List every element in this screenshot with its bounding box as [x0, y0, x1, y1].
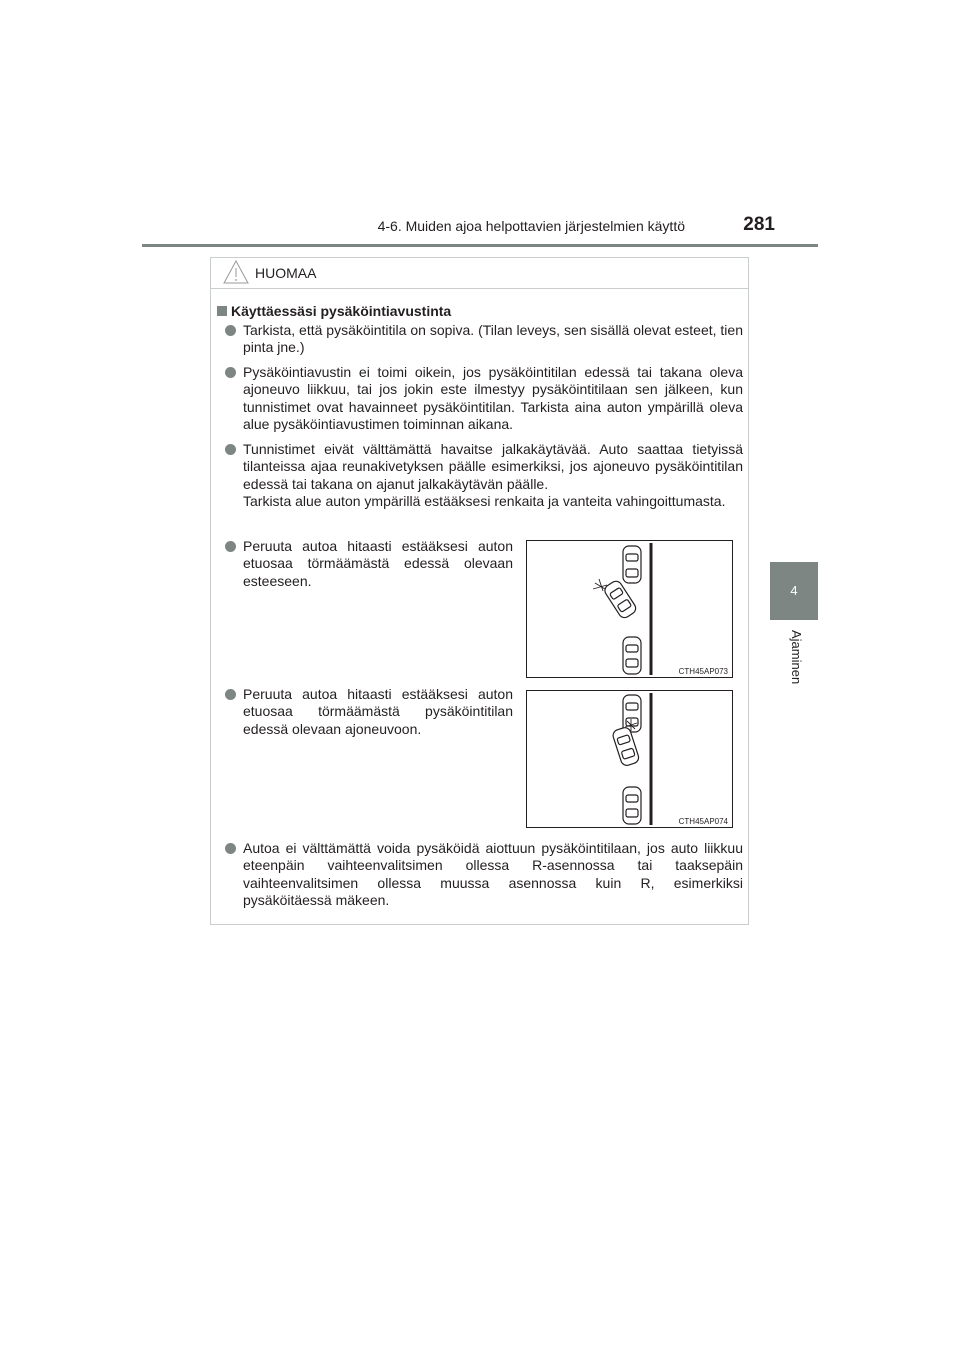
bullet-dot-icon [225, 843, 236, 854]
parking-figure-2 [526, 690, 733, 828]
parking-illustration [527, 541, 732, 677]
parked-car-front [623, 546, 641, 583]
reversing-car [603, 579, 638, 620]
bullet-item: Autoa ei välttämättä voida pysäköidä aiottuun pysäköintitilaan, jos auto liikkuu eteenpäin vaihteenvalitsimen ollessa R-asennossa tai taaksepäin vaihteenvalitsimen ollessa muussa asennossa kuin R, esimerkiksi pysäköitäessä mäkeen. [225, 840, 743, 909]
bullet-dot-icon [225, 367, 236, 378]
figure-code: CTH45AP073 [678, 667, 728, 676]
chapter-label: Ajaminen [789, 630, 804, 685]
parked-car-rear [623, 637, 641, 674]
header-section-title: 4-6. Muiden ajoa helpottavien järjestelmien käyttö [377, 218, 685, 234]
caution-header [211, 258, 748, 289]
parking-figure-1 [526, 540, 733, 678]
page-number: 281 [743, 214, 775, 235]
caution-box [210, 257, 749, 925]
bullet-item: Pysäköintiavustin ei toimi oikein, jos pysäköintitilan edessä tai takana oleva ajoneuvo liikkuu, tai jos jokin este ilmestyy pysäköintitilaan sen jälkeen, kun tunnistimet ovat havainneet pysäköintitilan. Tarkista aina auton ympärillä oleva alue pysäköintiavustimen toiminnan aikana. [225, 364, 743, 433]
chapter-tab[interactable]: 4 [770, 562, 818, 620]
bullet-continuation: Tarkista alue auton ympärillä estääksesi renkaita ja vanteita vahingoittumasta. [243, 493, 726, 509]
bullet-dot-icon [225, 689, 236, 700]
bullet-dot-icon [225, 325, 236, 336]
bullet-dot-icon [225, 444, 236, 455]
header-rule [142, 244, 818, 247]
warning-triangle-icon [223, 260, 249, 284]
square-bullet-icon [217, 306, 227, 316]
bullet-item: Peruuta autoa hitaasti estääksesi auton etuosaa törmäämästä edessä olevaan esteeseen. [225, 538, 513, 590]
section-title: Käyttäessäsi pysäköintiavustinta [217, 303, 451, 319]
parking-illustration [527, 691, 732, 827]
bullet-item: Peruuta autoa hitaasti estääksesi auton etuosaa törmäämästä pysäköintitilan edessä olevaan ajoneuvoon. [225, 686, 513, 738]
bullet-item: Tunnistimet eivät välttämättä havaitse jalkakäytävää. Auto saattaa tietyissä tilanteissa ajaa reunakivetyksen päälle esimerkiksi, jos ajoneuvo pysäköintitilan edessä tai takana on ajanut jalkakäytävän päälle. [225, 441, 743, 493]
figure-code: CTH45AP074 [678, 817, 728, 826]
parked-car-rear [623, 787, 641, 824]
bullet-dot-icon [225, 541, 236, 552]
bullet-item: Tarkista, että pysäköintitila on sopiva. (Tilan leveys, sen sisällä olevat esteet, tien pinta jne.) [225, 322, 743, 357]
caution-title: HUOMAA [255, 265, 317, 281]
